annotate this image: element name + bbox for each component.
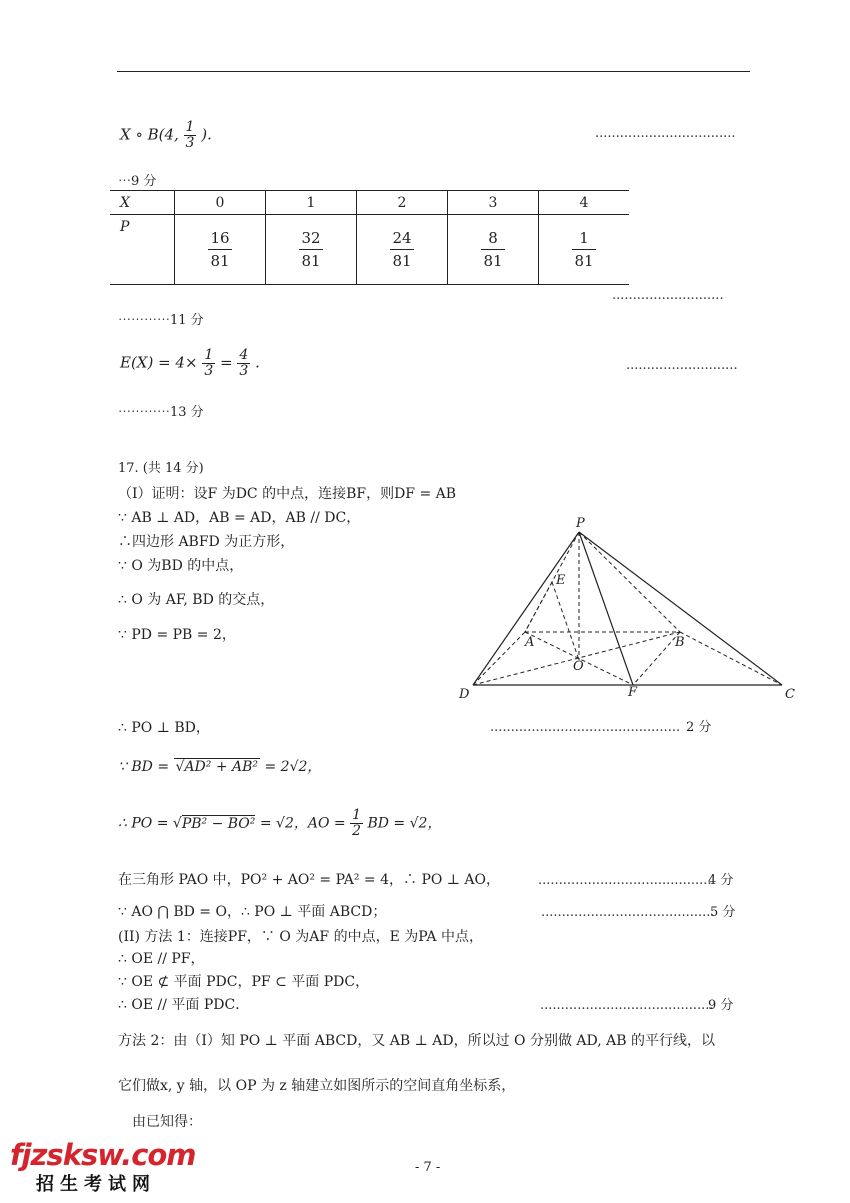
label-a: A	[525, 635, 535, 650]
binomial-fraction: $\frac{1}{3}$	[185, 119, 195, 151]
table-p-3: $\frac{8}{81}$	[448, 215, 539, 285]
table-x-4: 4	[579, 194, 589, 211]
label-c: C	[785, 687, 795, 702]
dot-leader: ..........................................	[538, 873, 712, 888]
table-p-2: $\frac{24}{81}$	[357, 215, 448, 285]
edge-bf	[633, 632, 680, 685]
label-b: B	[675, 635, 685, 650]
table-x-2: 2	[357, 191, 448, 215]
label-p: P	[576, 516, 585, 531]
proof-line-9: ∴ PO = √PB² − BO² = √2，AO = $\frac{1}{2}$ BD = √2，	[118, 807, 442, 839]
table-row	[110, 215, 629, 285]
proof-line-14: ∵ OE ⊄ 平面 PDC，PF ⊂ 平面 PDC，	[118, 974, 370, 990]
score-9-b: 9 分	[708, 998, 734, 1013]
label-f: F	[628, 685, 638, 700]
edge-bc	[680, 632, 782, 685]
proof-line-10: 在三角形 PAO 中，PO² + AO² = PA² = 4，∴ PO ⊥ AO，	[118, 872, 500, 888]
proof-line-6: ∵ PD = PB = 2，	[118, 627, 236, 643]
sqrt-ad-ab: √AD² + AB²	[175, 759, 259, 775]
table-p-0: $\frac{16}{81}$	[175, 215, 266, 285]
label-o: O	[573, 659, 584, 674]
question-17-title: 17. (共 14 分)	[118, 461, 204, 476]
proof-line-4: ∵ O 为BD 的中点，	[118, 558, 244, 574]
dot-leader: ..................................	[595, 126, 736, 141]
table-row	[110, 191, 629, 215]
seg-eo	[552, 582, 579, 660]
proof-line-3: ∴四边形 ABFD 为正方形，	[118, 534, 295, 550]
proof-line-13: ∴ OE // PF，	[118, 951, 205, 967]
dot-leader: ..........................................	[541, 905, 715, 920]
dot-leader: ..............................................	[490, 720, 681, 735]
score-13: ⋯⋯⋯⋯13 分	[118, 405, 204, 420]
logo-chinese: 招生考试网	[36, 1174, 156, 1195]
table-p-label: P	[110, 215, 175, 285]
proof-line-2: ∵ AB ⊥ AD，AB = AD，AB // DC，	[118, 510, 361, 526]
proof-line-17: 它们做x, y 轴，以 OP 为 z 轴建立如图所示的空间直角坐标系，	[118, 1078, 516, 1094]
dot-leader: ...........................	[612, 288, 724, 303]
score-5: 5 分	[710, 905, 736, 920]
score-2: 2 分	[686, 720, 712, 735]
proof-line-15: ∴ OE // 平面 PDC．	[118, 997, 250, 1013]
table-x-3: 3	[448, 191, 539, 215]
edge-pb	[579, 532, 680, 632]
header-rule	[117, 71, 750, 72]
proof-line-11: ∵ AO ⋂ BD = O，∴ PO ⊥ 平面 ABCD；	[118, 904, 387, 920]
proof-line-16: 方法 2：由（Ⅰ）知 PO ⊥ 平面 ABCD，又 AB ⊥ AD，所以过 O 分别做 AD, AB 的平行线，以	[118, 1033, 716, 1049]
label-e: E	[556, 573, 566, 588]
sqrt-pb-bo: √PB² − BO²	[172, 815, 256, 832]
table-p-1: $\frac{32}{81}$	[266, 215, 357, 285]
distribution-table	[110, 190, 629, 285]
dot-leader: ...........................	[626, 358, 738, 373]
table-x-1: 1	[266, 191, 357, 215]
proof-line-12: (II) 方法 1：连接PF，∵ O 为AF 的中点，E 为PA 中点，	[118, 929, 483, 945]
proof-line-5: ∴ O 为 AF, BD 的交点，	[118, 592, 275, 608]
score-4: 4 分	[708, 873, 734, 888]
edge-da	[473, 632, 525, 685]
binomial-distribution	[120, 120, 212, 151]
label-d: D	[459, 687, 470, 702]
expectation-formula: E(X) = 4× $\frac{1}{3}$ = $\frac{4}{3}$ .	[120, 347, 260, 379]
edge-pf	[579, 532, 633, 685]
proof-line-1: （Ⅰ）证明：设F 为DC 的中点，连接BF，则DF = AB	[118, 486, 457, 502]
score-11: ⋯⋯⋯⋯11 分	[118, 313, 204, 328]
binomial-suffix: ).	[201, 125, 212, 144]
edge-pc	[579, 532, 782, 685]
dot-leader: ..........................................	[540, 998, 714, 1013]
page-number: - 7 -	[415, 1160, 441, 1175]
table-x-label: X	[110, 191, 175, 215]
proof-line-18: 由已知得：	[132, 1114, 202, 1130]
table-p-4: $\frac{1}{81}$	[574, 229, 594, 270]
proof-line-7: ∴ PO ⊥ BD，	[118, 720, 210, 736]
pyramid-figure	[455, 512, 805, 707]
table-x-0: 0	[175, 191, 266, 215]
site-logo[interactable]	[10, 1138, 196, 1195]
binomial-prefix: X ∘ B(4,	[120, 125, 179, 144]
logo-brand: fjzsksw.com	[10, 1138, 196, 1172]
score-9-a: ⋯9 分	[118, 174, 157, 189]
proof-line-8: ∵ BD = √AD² + AB² = 2√2，	[118, 759, 322, 775]
